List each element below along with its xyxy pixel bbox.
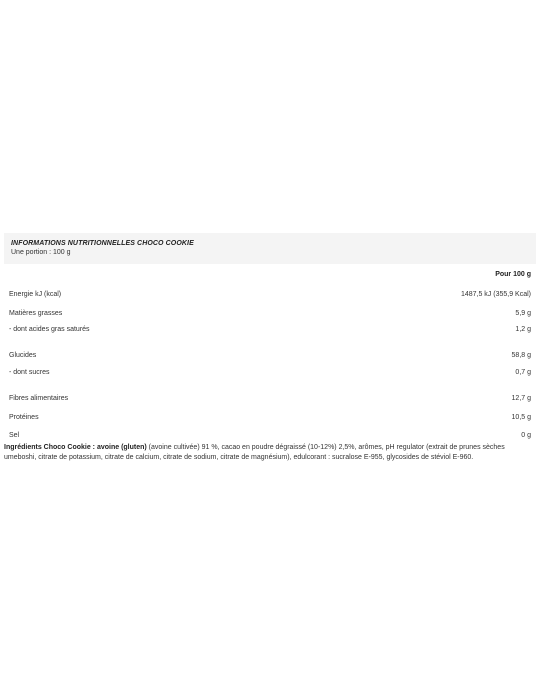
ingredients-body: (avoine cultivée) 91 %, cacao en poudre dégraissé (10-12%) 2,5%, arômes, pH regulator (extrait de prunes sèches umeboshi, citrate de potassium, citrate de calcium, citrate de sodium, citrate de magnésium), edulcorant : sucralose E-955, glycosides de stéviol E-960. <box>4 444 505 461</box>
ingredients-lead: Ingrédients Choco Cookie : avoine (gluten) <box>4 444 147 451</box>
nutrition-title: INFORMATIONS NUTRITIONNELLES CHOCO COOKIE <box>11 240 194 247</box>
table-row <box>4 288 536 302</box>
row-value: 1487,5 kJ (355,9 Kcal) <box>460 291 531 298</box>
row-label: Protéines <box>9 414 39 421</box>
row-value: 1,2 g <box>515 326 531 333</box>
row-value: 58,8 g <box>511 352 531 359</box>
row-label: - dont acides gras saturés <box>9 326 90 333</box>
row-label: Fibres alimentaires <box>9 395 69 402</box>
row-value: 12,7 g <box>511 395 531 402</box>
table-row <box>4 349 536 363</box>
column-header: Pour 100 g <box>495 271 531 278</box>
row-value: 0,7 g <box>515 369 531 376</box>
portion-text: Une portion : 100 g <box>11 249 71 256</box>
table-row <box>4 392 536 406</box>
table-row <box>4 323 536 337</box>
table-row <box>4 307 536 321</box>
row-label: Matières grasses <box>9 310 63 317</box>
table-header-row <box>4 268 536 282</box>
ingredients-text <box>4 443 534 463</box>
row-value: 0 g <box>521 432 531 439</box>
table-row <box>4 411 536 425</box>
row-value: 10,5 g <box>511 414 531 421</box>
row-label: Sel <box>9 432 20 439</box>
row-label: Energie kJ (kcal) <box>9 291 62 298</box>
row-value: 5,9 g <box>515 310 531 317</box>
table-row <box>4 366 536 380</box>
table-row <box>4 429 536 443</box>
nutrition-header <box>4 233 536 264</box>
row-label: - dont sucres <box>9 369 50 376</box>
nutrition-panel <box>4 233 536 439</box>
row-label: Glucides <box>9 352 37 359</box>
